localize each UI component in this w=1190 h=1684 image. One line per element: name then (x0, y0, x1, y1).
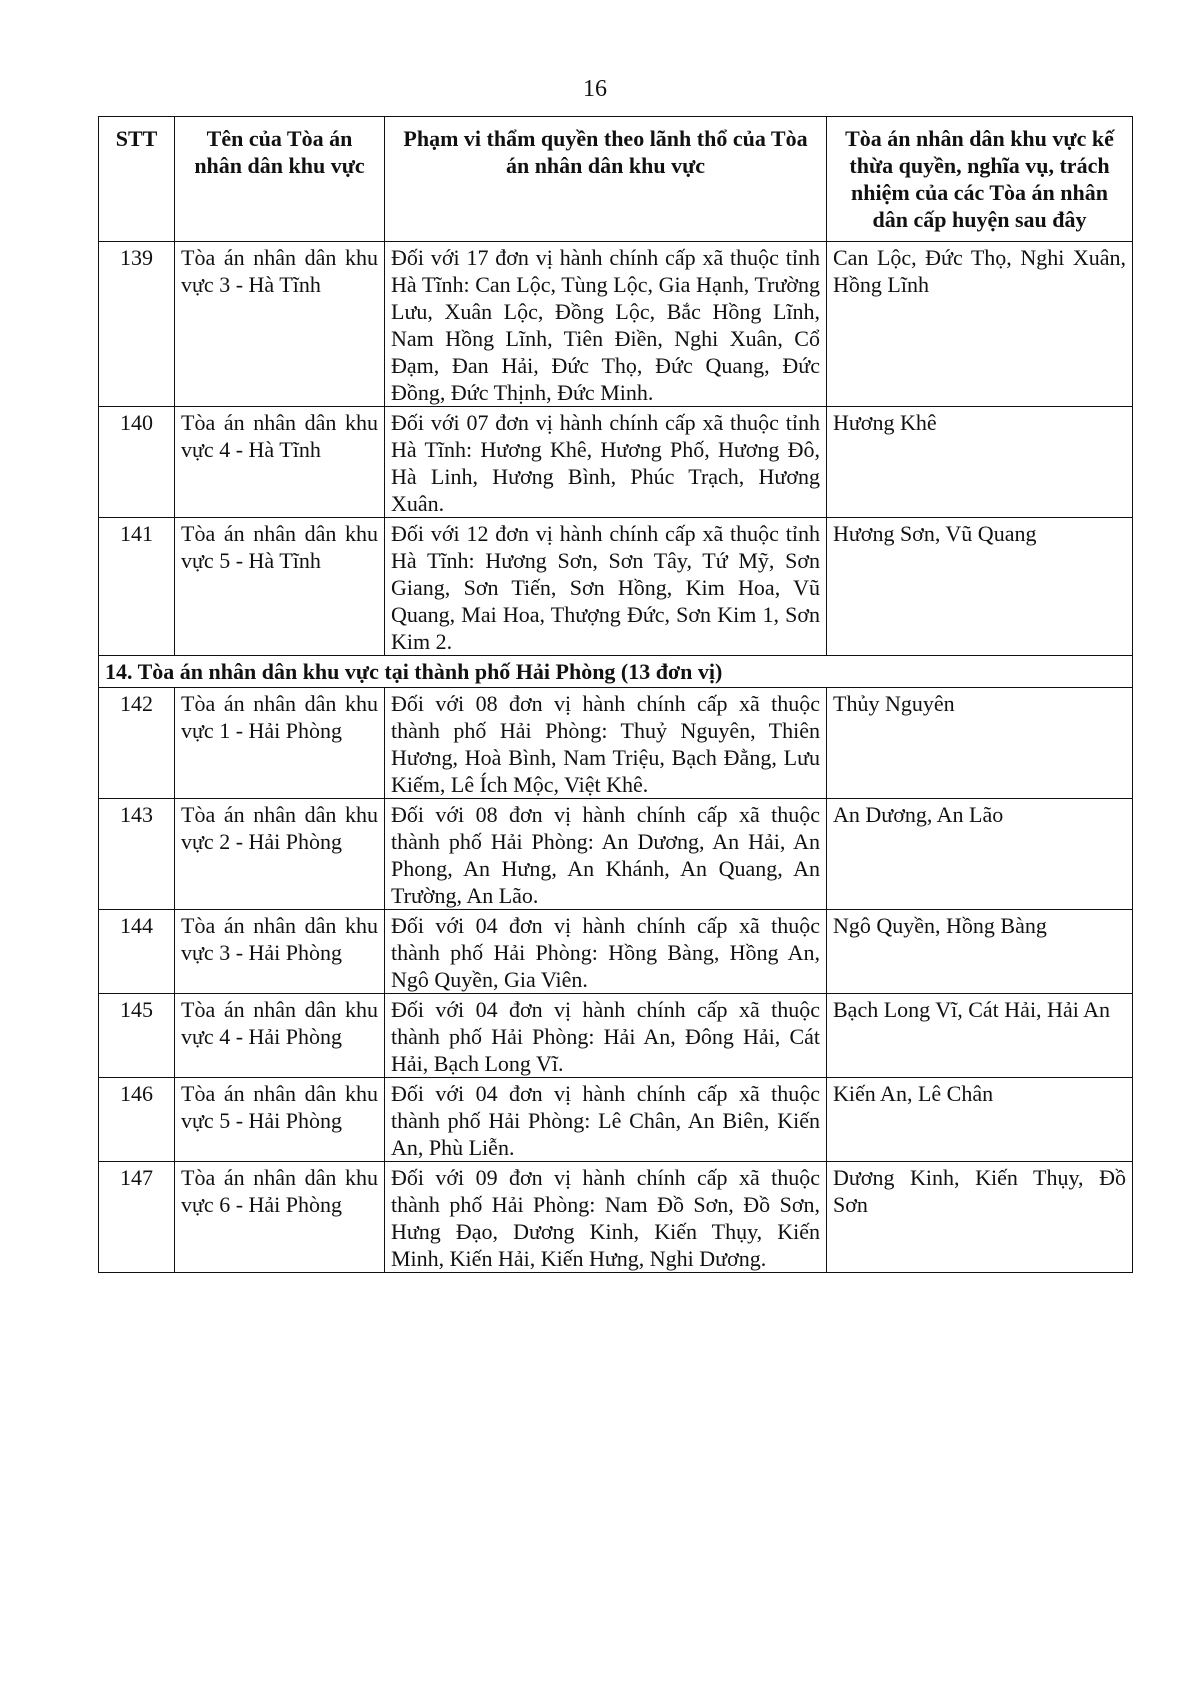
row-successor: Ngô Quyền, Hồng Bàng (827, 910, 1133, 994)
table-row (99, 799, 1133, 910)
row-jurisdiction: Đối với 04 đơn vị hành chính cấp xã thuộc thành phố Hải Phòng: Lê Chân, An Biên, Kiến An, Phù Liễn. (385, 1078, 827, 1162)
row-court-name: Tòa án nhân dân khu vực 3 - Hà Tĩnh (175, 242, 385, 407)
header-jurisdiction: Phạm vi thẩm quyền theo lãnh thổ của Tòa án nhân dân khu vực (385, 117, 827, 242)
row-jurisdiction: Đối với 04 đơn vị hành chính cấp xã thuộc thành phố Hải Phòng: Hồng Bàng, Hồng An, Ngô Quyền, Gia Viên. (385, 910, 827, 994)
row-stt: 146 (99, 1078, 175, 1162)
table-row (99, 1078, 1133, 1162)
row-court-name: Tòa án nhân dân khu vực 1 - Hải Phòng (175, 688, 385, 799)
row-stt: 147 (99, 1162, 175, 1273)
row-successor: An Dương, An Lão (827, 799, 1133, 910)
header-successor: Tòa án nhân dân khu vực kế thừa quyền, nghĩa vụ, trách nhiệm của các Tòa án nhân dân cấp huyện sau đây (827, 117, 1133, 242)
row-successor: Thủy Nguyên (827, 688, 1133, 799)
section-title: 14. Tòa án nhân dân khu vực tại thành phố Hải Phòng (13 đơn vị) (99, 656, 1133, 688)
row-stt: 145 (99, 994, 175, 1078)
table-row (99, 994, 1133, 1078)
row-successor: Dương Kinh, Kiến Thụy, Đồ Sơn (827, 1162, 1133, 1273)
header-court-name: Tên của Tòa án nhân dân khu vực (175, 117, 385, 242)
row-stt: 141 (99, 518, 175, 656)
page-number: 16 (583, 76, 607, 102)
row-court-name: Tòa án nhân dân khu vực 4 - Hà Tĩnh (175, 407, 385, 518)
row-court-name: Tòa án nhân dân khu vực 5 - Hà Tĩnh (175, 518, 385, 656)
row-stt: 144 (99, 910, 175, 994)
row-jurisdiction: Đối với 09 đơn vị hành chính cấp xã thuộc thành phố Hải Phòng: Nam Đồ Sơn, Đồ Sơn, Hưng Đạo, Dương Kinh, Kiến Thụy, Kiến Minh, Kiến Hải, Kiến Hưng, Nghi Dương. (385, 1162, 827, 1273)
header-stt: STT (99, 117, 175, 242)
row-stt: 142 (99, 688, 175, 799)
row-stt: 140 (99, 407, 175, 518)
row-successor: Hương Khê (827, 407, 1133, 518)
table-header-row (99, 117, 1133, 242)
table-row (99, 910, 1133, 994)
row-successor: Hương Sơn, Vũ Quang (827, 518, 1133, 656)
row-court-name: Tòa án nhân dân khu vực 4 - Hải Phòng (175, 994, 385, 1078)
row-successor: Kiến An, Lê Chân (827, 1078, 1133, 1162)
row-successor: Bạch Long Vĩ, Cát Hải, Hải An (827, 994, 1133, 1078)
row-stt: 143 (99, 799, 175, 910)
section-heading-row (99, 656, 1133, 688)
jurisdiction-table (98, 116, 1132, 1273)
row-jurisdiction: Đối với 12 đơn vị hành chính cấp xã thuộc tỉnh Hà Tĩnh: Hương Sơn, Sơn Tây, Tứ Mỹ, Sơn Giang, Sơn Tiến, Sơn Hồng, Kim Hoa, Vũ Quang, Mai Hoa, Thượng Đức, Sơn Kim 1, Sơn Kim 2. (385, 518, 827, 656)
row-court-name: Tòa án nhân dân khu vực 2 - Hải Phòng (175, 799, 385, 910)
row-jurisdiction: Đối với 04 đơn vị hành chính cấp xã thuộc thành phố Hải Phòng: Hải An, Đông Hải, Cát Hải, Bạch Long Vĩ. (385, 994, 827, 1078)
row-jurisdiction: Đối với 07 đơn vị hành chính cấp xã thuộc tỉnh Hà Tĩnh: Hương Khê, Hương Phố, Hương Đô, Hà Linh, Hương Bình, Phúc Trạch, Hương Xuân. (385, 407, 827, 518)
row-successor: Can Lộc, Đức Thọ, Nghi Xuân, Hồng Lĩnh (827, 242, 1133, 407)
table-row (99, 1162, 1133, 1273)
table-row (99, 518, 1133, 656)
row-court-name: Tòa án nhân dân khu vực 6 - Hải Phòng (175, 1162, 385, 1273)
row-court-name: Tòa án nhân dân khu vực 5 - Hải Phòng (175, 1078, 385, 1162)
table-row (99, 688, 1133, 799)
table-row (99, 242, 1133, 407)
row-jurisdiction: Đối với 08 đơn vị hành chính cấp xã thuộc thành phố Hải Phòng: An Dương, An Hải, An Phong, An Hưng, An Khánh, An Quang, An Trường, An Lão. (385, 799, 827, 910)
row-stt: 139 (99, 242, 175, 407)
row-court-name: Tòa án nhân dân khu vực 3 - Hải Phòng (175, 910, 385, 994)
row-jurisdiction: Đối với 17 đơn vị hành chính cấp xã thuộc tỉnh Hà Tĩnh: Can Lộc, Tùng Lộc, Gia Hạnh, Trường Lưu, Xuân Lộc, Đồng Lộc, Bắc Hồng Lĩnh, Nam Hồng Lĩnh, Tiên Điền, Nghi Xuân, Cổ Đạm, Đan Hải, Đức Thọ, Đức Quang, Đức Đồng, Đức Thịnh, Đức Minh. (385, 242, 827, 407)
table-row (99, 407, 1133, 518)
row-jurisdiction: Đối với 08 đơn vị hành chính cấp xã thuộc thành phố Hải Phòng: Thuỷ Nguyên, Thiên Hương, Hoà Bình, Nam Triệu, Bạch Đằng, Lưu Kiếm, Lê Ích Mộc, Việt Khê. (385, 688, 827, 799)
